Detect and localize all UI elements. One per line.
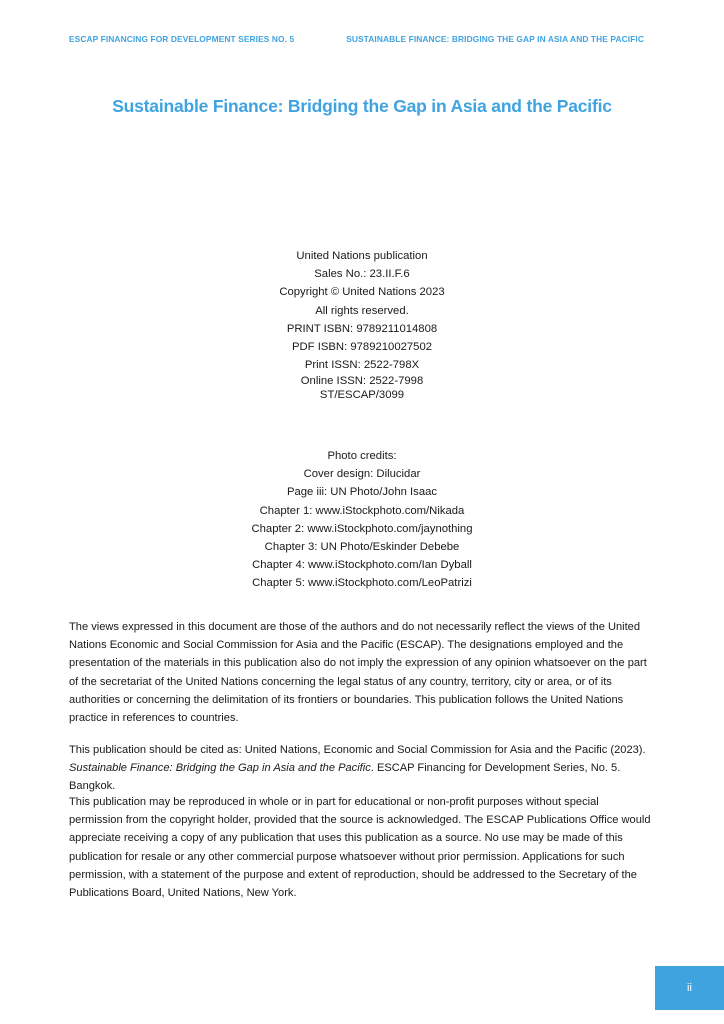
page-number: ii — [687, 982, 692, 994]
document-title: Sustainable Finance: Bridging the Gap in Asia and the Pacific — [112, 96, 612, 116]
series-header: ESCAP FINANCING FOR DEVELOPMENT SERIES NO. 5 — [69, 34, 295, 44]
citation-title: Sustainable Finance: Bridging the Gap in Asia and the Pacific — [69, 762, 371, 775]
reproduction-paragraph: This publication may be reproduced in whole or in part for educational or non-profit purposes without special permission from the copyright holder, provided that the source is acknowledged. The ESCAP Publications Office would appreciate receiving a copy of any publication that uses this publication as a source. No use may be made of this publication for resale or any other commercial purpose whatsoever without prior permission. Applications for such permission, with a statement of the purpose and extent of reproduction, should be addressed to the Secretary of the Publications Board, United Nations, New York. — [69, 796, 651, 900]
sales-number: Sales No.: 23.II.F.6 — [314, 268, 410, 281]
document-symbol: ST/ESCAP/3099 — [319, 389, 405, 402]
print-isbn: PRINT ISBN: 9789211014808 — [286, 322, 438, 335]
publication-info — [0, 247, 724, 402]
photo-credits — [0, 447, 724, 593]
credit-chapter-3: Chapter 3: UN Photo/Eskinder Debebe — [264, 541, 460, 554]
credit-chapter-5: Chapter 5: www.iStockphoto.com/LeoPatrizi — [252, 577, 472, 590]
online-issn: Online ISSN: 2522-7998 — [300, 375, 424, 388]
credit-chapter-1: Chapter 1: www.iStockphoto.com/Nikada — [259, 504, 465, 517]
pdf-isbn: PDF ISBN: 9789210027502 — [291, 341, 433, 354]
citation-suffix: . ESCAP Financing for Development Series, No. 5. Bangkok. — [69, 762, 621, 793]
disclaimer-paragraph: The views expressed in this document are those of the authors and do not necessarily reflect the views of the United Nations Economic and Social Commission for Asia and the Pacific (ESCAP). The designations employed and the presentation of the materials in this publication also do not imply the expression of any opinion whatsoever on the part of the secretariat of the United Nations concerning the legal status of any country, territory, city or area, or of its authorities or concerning the delimitation of its frontiers or boundaries. This publication follows the United Nations practice in references to countries. — [69, 621, 647, 725]
credit-chapter-2: Chapter 2: www.iStockphoto.com/jaynothing — [251, 522, 473, 535]
citation-prefix: This publication should be cited as: United Nations, Economic and Social Commission for Asia and the Pacific (2023). — [69, 744, 646, 756]
credit-chapter-4: Chapter 4: www.iStockphoto.com/Ian Dyball — [252, 559, 472, 572]
publication-line: United Nations publication — [296, 250, 428, 262]
copyright-line: Copyright © United Nations 2023 — [279, 286, 445, 299]
credit-cover: Cover design: Dilucidar — [303, 468, 421, 481]
print-issn: Print ISSN: 2522-798X — [304, 359, 420, 372]
citation-paragraph — [69, 741, 653, 796]
rights-line: All rights reserved. — [315, 304, 409, 317]
running-title-header: SUSTAINABLE FINANCE: BRIDGING THE GAP IN ASIA AND THE PACIFIC — [346, 34, 644, 44]
page-number-tab — [655, 966, 724, 1010]
credits-heading: Photo credits: — [327, 450, 397, 462]
credit-page-iii: Page iii: UN Photo/John Isaac — [286, 486, 438, 499]
